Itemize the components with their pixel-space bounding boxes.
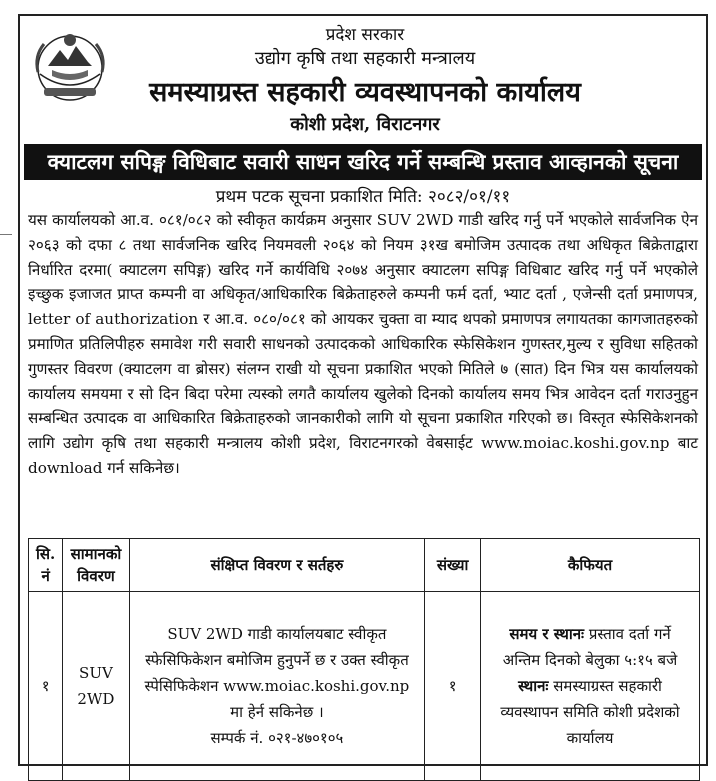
publish-date: प्रथम पटक सूचना प्रकाशित मिति: २०८२/०१/११ <box>215 187 511 207</box>
cell-qty: १ <box>425 592 481 781</box>
desc-text: SUV 2WD गाडी कार्यालयबाट स्वीकृत स्फेसिफिकेशन बमोजिम हुनुपर्ने छ र उक्त स्वीकृत स्पेसिफिकेशन www.moiac.koshi.gov.np मा हेर्न सकिनेछ । <box>144 625 410 721</box>
cell-remarks <box>481 592 700 781</box>
contact-number: सम्पर्क नं. ०२१-४७०१०५ <box>210 729 344 747</box>
cell-sn: १ <box>29 592 63 781</box>
col-remarks-header: कैफियत <box>481 539 700 592</box>
place-label: स्थानः <box>518 677 549 695</box>
col-desc-header: संक्षिप्त विवरण र सर्तहरु <box>129 539 425 592</box>
ministry-name: उद्योग कृषि तथा सहकारी मन्त्रालय <box>254 48 476 69</box>
remarks-place <box>489 673 691 751</box>
office-location: कोशी प्रदेश, विराटनगर <box>290 114 440 135</box>
margin-line <box>0 234 12 235</box>
table-row <box>29 592 700 781</box>
cell-desc <box>129 592 425 781</box>
notice-frame <box>18 14 708 766</box>
remarks-time <box>489 621 691 673</box>
col-qty-header: संख्या <box>425 539 481 592</box>
notice-title: क्याटलग सपिङ्ग विधिबाट सवारी साधन खरिद गर्ने सम्बन्धि प्रस्ताव आव्हानको सूचना <box>24 144 702 180</box>
table-header-row <box>29 539 700 592</box>
office-name: समस्याग्रस्त सहकारी व्यवस्थापनको कार्यालय <box>149 77 581 108</box>
notice-header <box>20 16 710 144</box>
place-text: समस्याग्रस्त सहकारी व्यवस्थापन समिति कोशी प्रदेशको कार्यालय <box>500 677 680 747</box>
item-table <box>28 538 700 781</box>
time-label: समय र स्थानः <box>509 625 585 643</box>
govt-name: प्रदेश सरकार <box>325 25 405 45</box>
col-item-header: सामानको विवरण <box>63 539 129 592</box>
cell-item: SUV 2WD <box>63 592 129 781</box>
time-text: प्रस्ताव दर्ता गर्ने अन्तिम दिनको बेलुका ५:१५ बजे <box>502 625 678 669</box>
col-sn-header: सि. नं <box>29 539 63 592</box>
notice-body: यस कार्यालयको आ.व. ०८१/०८२ को स्वीकृत कार्यक्रम अनुसार SUV 2WD गाडी खरिद गर्नु पर्ने भएकोले सार्वजनिक ऐन २०६३ को दफा ८ तथा सार्वजनिक खरिद नियमवली २०६४ को नियम ३१ख बमोजिम उत्पादक तथा अधिकृत बिक्रेताद्वारा निर्धारित दरमा( क्याटलग सपिङ्ग) खरिद गर्ने कार्यविधि २०७४ अनुसार क्याटलग सपिङ्ग विधिबाट खरिद गर्नु पर्ने भएकोले इच्छुक इजाजत प्राप्त कम्पनी वा अधिकृत/आधिकारिक बिक्रेताहरुले कम्पनी फर्म दर्ता, भ्याट दर्ता , एजेन्सी दर्ता प्रमाणपत्र, letter of authorization र आ.व. ०८०/०८१ को आयकर चुक्ता वा म्याद थपको प्रमाणपत्र लगायतका कागजातहरुको प्रमाणित प्रतिलिपीहरु समावेश गरी सवारी साधनको उत्पादकको आधिकारिक स्फेसिकेशन गुणस्तर,मुल्य र सुविधा सहितको गुणस्तर विवरण (क्याटलग वा ब्रोसर) संलग्न राखी यो सूचना प्रकाशित भएको मितिले ७ (सात) दिन भित्र यस कार्यालयको कार्यालय समयमा र सो दिन बिदा परेमा त्यस्को लगतै कार्यालय खुलेको दिनको कार्यालय समय भित्र आवेदन दर्ता गराउनुहुन सम्बन्धित उत्पादक वा आधिकारित बिक्रेताहरुको जानकारीको लागि यो सूचना प्रकाशित गरिएको छ। विस्तृत स्फेसिकेशनको लागि उद्योग कृषि तथा सहकारी मन्त्रालय कोशी प्रदेश, विराटनगरको वेबसाईट www.moiac.koshi.gov.np बाट download गर्न सकिनेछ। <box>28 211 698 477</box>
